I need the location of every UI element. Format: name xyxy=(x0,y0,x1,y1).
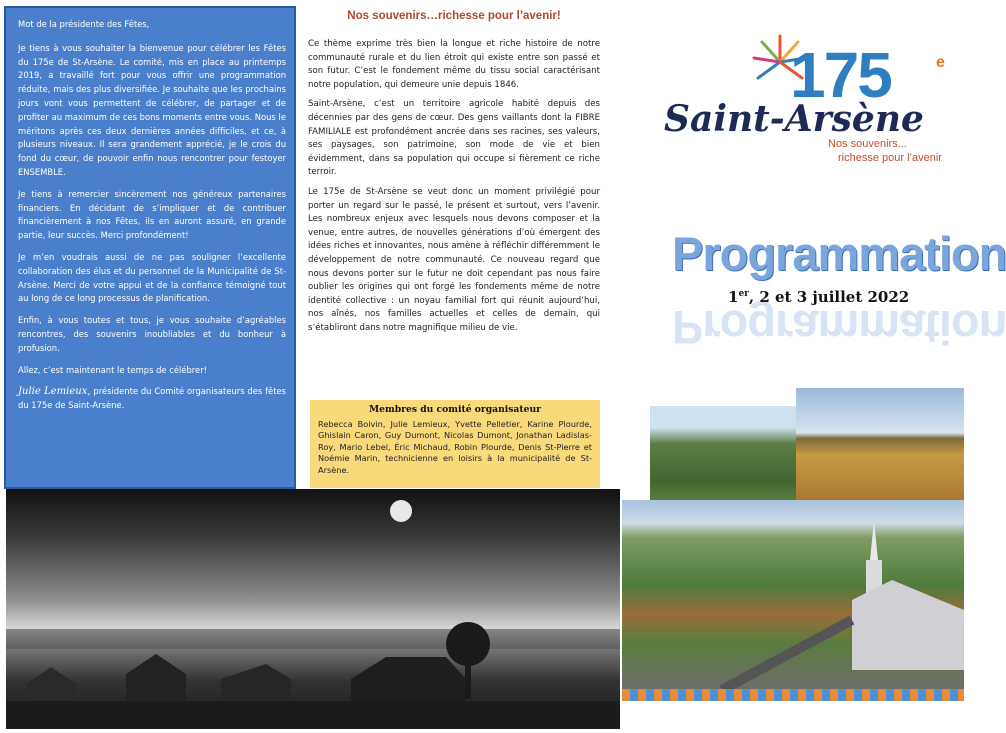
letter-paragraph-4: Enfin, à vous toutes et tous, je vous souhaite d’agréables rencontres, des souvenirs inoubliables et du bonheur à profusion. xyxy=(18,315,286,353)
letter-paragraph-3: Je m’en voudrais aussi de ne pas souligner l’excellente collaboration des élus et du personnel de la Municipalité de St-Arsène. Merci de votre appui et de la confiance témoigné tout au long de ce long processus de planification. xyxy=(18,251,286,304)
date-day: 1 xyxy=(728,288,739,306)
wheat-field-photo xyxy=(796,388,964,500)
signature: Julie Lemieux, xyxy=(18,386,91,398)
letter-greeting: Mot de la présidente des Fêtes, xyxy=(18,19,150,29)
letter-paragraph-5: Allez, c’est maintenant le temps de célébrer! xyxy=(18,364,208,375)
article-title: Nos souvenirs…richesse pour l’avenir! xyxy=(347,10,561,22)
article-paragraph-3: Le 175e de St-Arsène se veut donc un moment privilégié pour porter un regard sur le passé, le présent et surtout, vers l’avenir. Les nombreux enjeux avec lesquels nous devons composer et la venue, entre autres, de nouvelles générations d’où émergent des idées riches et innovantes, nous amène à réfléchir différemment le développement de notre communauté. Ce nouveau regard que nous devons porter sur le futur ne doit cependant pas nous faire oublier les origines qui ont forgé les fondements même de notre identité collective : un noyau familial fort qui réunit aujourd’hui, nos aînés, nos familles actuelles et celles de demain, qui s’établiront dans notre magnifique milieu de vie. xyxy=(308,186,600,333)
village-photo xyxy=(650,406,810,514)
committee-box xyxy=(310,400,600,488)
logo-175e-saint-arsene xyxy=(660,30,960,180)
letter-paragraph-1: Je tiens à vous souhaiter la bienvenue pour célébrer les Fêtes du 175e de St-Arsène. Le comité, mis en place au printemps 2019, a travaillé fort pour vous offrir une programmation réduite, mais des plus diversifiée. Je souhaite que les prochains jours vont vous permettent de célébrer, de partager et de profiter au maximum de ces bons moments entre vous. Nous le méritons après ces deux dernières années difficiles, et ce, à plusieurs niveaux. Il sera grandement apprécié, je le crois du fond du cœur, de pouvoir enfin nous rencontrer pour festoyer ENSEMBLE. xyxy=(18,42,286,177)
farm-landscape-photo xyxy=(6,489,620,729)
signature-role: présidente du Comité organisateurs des fêtes du 175e de Saint-Arsène. xyxy=(18,386,287,411)
letter-paragraph-2: Je tiens à remercier sincèrement nos généreux partenaires financiers. En décidant de s’impliquer et de contribuer financièrement à nos Fêtes, ils en auront assuré, en grande partie, leur succès. Merci profondément! xyxy=(18,188,286,241)
committee-members: Rebecca Boivin, Julie Lemieux, Yvette Pelletier, Karine Plourde, Ghislain Caron, Guy Dumont, Nicolas Dumont, Jonathan Ladislas-Roy, Mario Lebel, Éric Michaud, Robin Plourde, Denis St-Pierre et Noémie Marin, technicienne en loisirs à la municipalité de St-Arsène. xyxy=(318,419,592,475)
decorative-stripe xyxy=(622,689,964,701)
farm-silhouette xyxy=(6,489,620,729)
article-paragraph-1: Ce thème exprime très bien la longue et riche histoire de notre communauté rurale et du lien étroit qui existe entre son passé et son futur. C’est le fondement même du tissu social caractérisant notre population, qui demeure unie depuis 1846. xyxy=(308,39,600,90)
programme-dates xyxy=(728,288,909,306)
church-silhouette xyxy=(622,500,964,690)
logo-name: Saint-Arsène xyxy=(664,98,924,140)
programme-title-reflection: Programmation xyxy=(672,301,1006,354)
date-rest: , 2 et 3 juillet 2022 xyxy=(748,288,910,306)
logo-tagline-1: Nos souvenirs... xyxy=(828,138,907,150)
date-superscript: er xyxy=(738,289,749,299)
logo-number: 175 xyxy=(790,39,891,111)
president-letter-panel xyxy=(4,6,296,489)
aerial-church-photo xyxy=(622,500,964,690)
committee-title: Membres du comité organisateur xyxy=(369,404,541,415)
letter-signature-block xyxy=(18,385,286,413)
article-column xyxy=(308,10,600,341)
article-paragraph-2: Saint-Arsène, c’est un territoire agricole habité depuis des décennies par des gens de cœur. Des gens vaillants dont la FIBRE FAMILIALE est profondément ancrée dans ses racines, ses valeurs, ses paysages, son patrimoine, son mode de vie et bien évidemment, dans sa population qui occupe si fièrement ce riche terroir. xyxy=(308,99,600,178)
programme-title: Programmation xyxy=(672,227,1006,280)
logo-suffix: e xyxy=(936,54,945,71)
logo-tagline-2: richesse pour l’avenir xyxy=(838,152,942,164)
